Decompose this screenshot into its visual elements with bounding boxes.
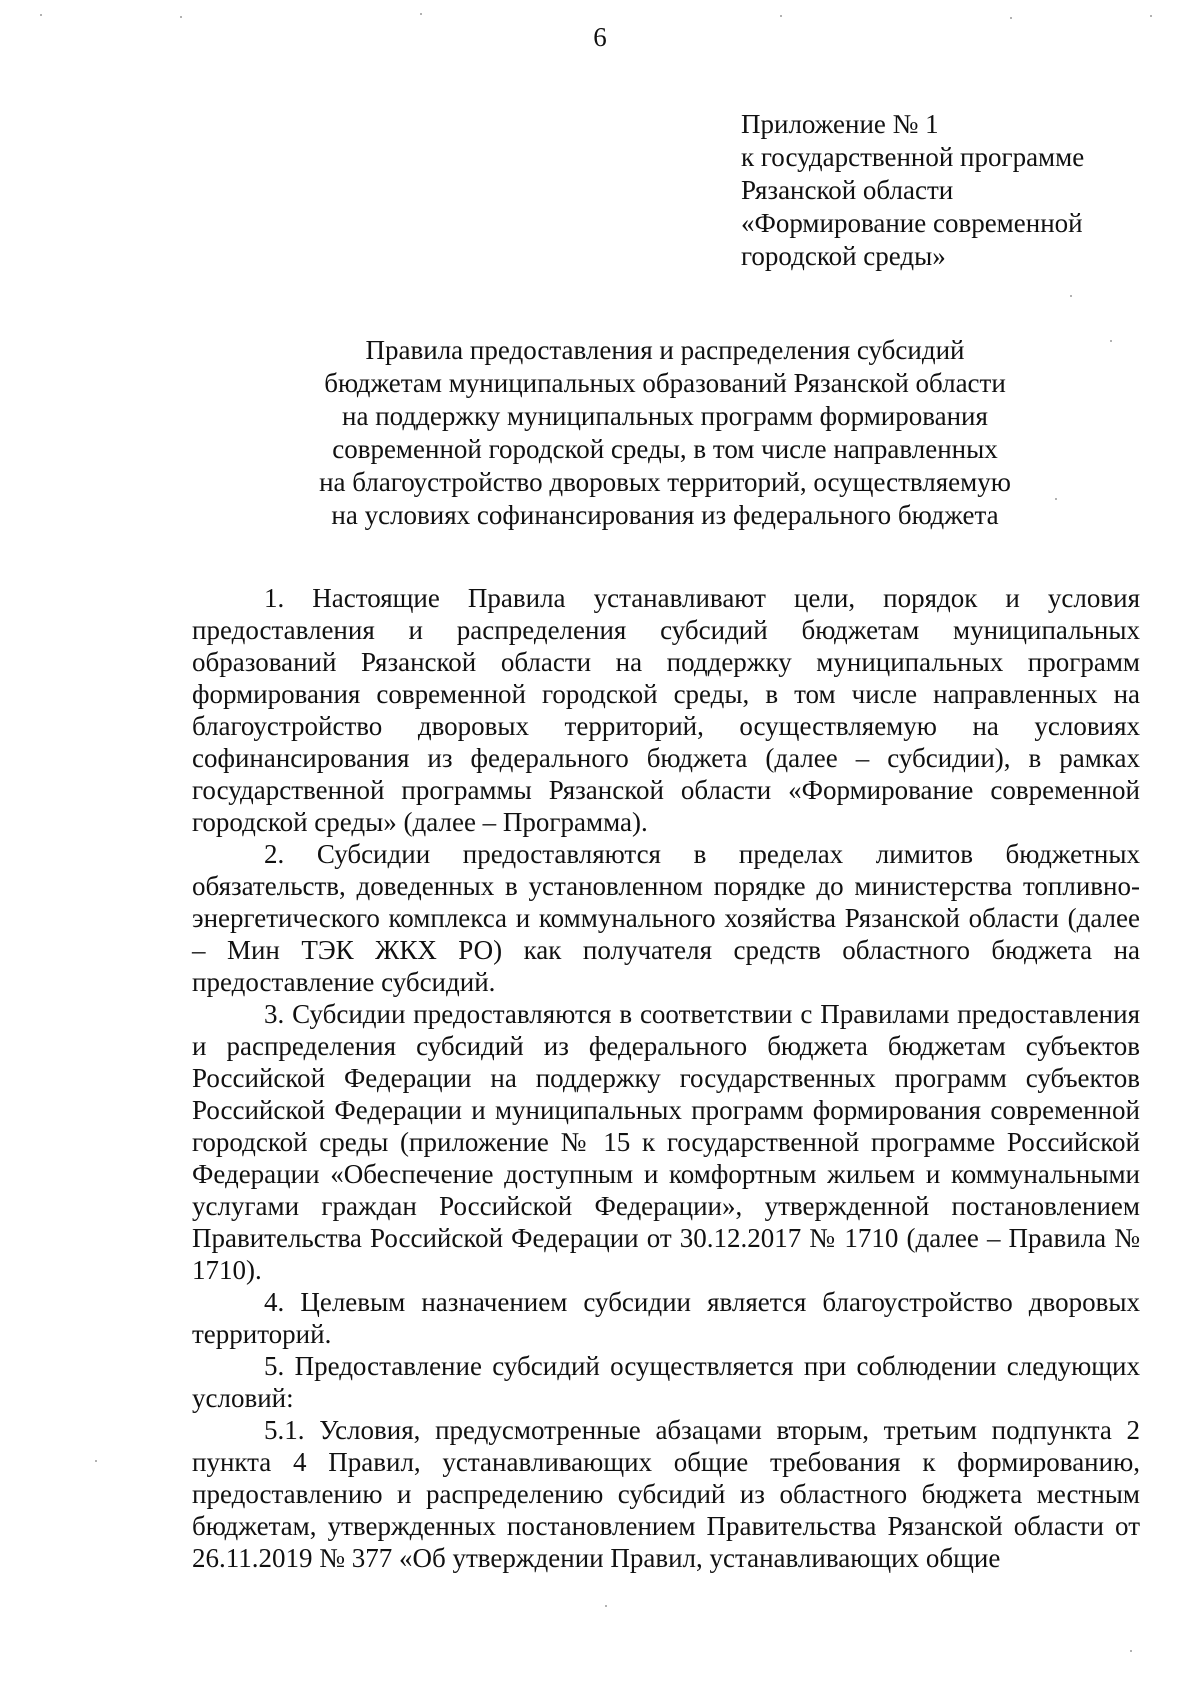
scan-speck <box>180 16 182 18</box>
annex-line: к государственной программе <box>741 142 1085 172</box>
scan-speck <box>1055 498 1057 500</box>
scan-speck <box>420 13 422 15</box>
title-line: на поддержку муниципальных программ формирования <box>342 401 988 431</box>
annex-line: «Формирование современной <box>741 208 1083 238</box>
title-line: на благоустройство дворовых территорий, осуществляемую <box>319 467 1011 497</box>
scan-speck <box>1150 15 1152 17</box>
scan-speck <box>1010 17 1012 19</box>
scan-speck <box>1110 340 1112 342</box>
scan-speck <box>95 1460 97 1462</box>
paragraph-5-1: 5.1. Условия, предусмотренные абзацами вторым, третьим подпункта 2 пункта 4 Правил, устанавливающих общие требования к формированию, предоставлению и распределению субсидий из областного бюджета местным бюджетам, утвержденных постановлением Правительства Рязанской области от 26.11.2019 № 377 «Об утверждении Правил, устанавливающих общие <box>192 1415 1140 1573</box>
title-line: Правила предоставления и распределения субсидий <box>365 335 965 365</box>
paragraph-1: 1. Настоящие Правила устанавливают цели, порядок и условия предоставления и распределения субсидий бюджетам муниципальных образований Рязанской области на поддержку муниципальных программ формирования современной городской среды, в том числе направленных на благоустройство дворовых территорий, осуществляемую на условиях софинансирования из федерального бюджета (далее – субсидии), в рамках государственной программы Рязанской области «Формирование современной городской среды» (далее – Программа). <box>192 583 1140 837</box>
paragraph-4: 4. Целевым назначением субсидии является благоустройство дворовых территорий. <box>192 1287 1140 1349</box>
scan-speck <box>780 15 782 17</box>
title-line: современной городской среды, в том числе направленных <box>332 434 998 464</box>
scan-speck <box>1130 1650 1132 1652</box>
paragraph-5: 5. Предоставление субсидий осуществляется при соблюдении следующих условий: <box>192 1351 1140 1413</box>
document-body <box>192 582 1140 1574</box>
scan-speck <box>605 1605 607 1607</box>
annex-line: Рязанской области <box>741 175 954 205</box>
annex-header <box>741 108 1084 273</box>
title-line: на условиях софинансирования из федерального бюджета <box>331 500 999 530</box>
annex-line: Приложение № 1 <box>741 109 939 139</box>
scan-speck <box>40 14 42 16</box>
paragraph-3: 3. Субсидии предоставляются в соответствии с Правилами предоставления и распределения субсидий из федерального бюджета бюджетам субъектов Российской Федерации на поддержку государственных программ субъектов Российской Федерации и муниципальных программ формирования современной городской среды (приложение № 15 к государственной программе Российской Федерации «Обеспечение доступным и комфортным жильем и коммунальными услугами граждан Российской Федерации», утвержденной постановлением Правительства Российской Федерации от 30.12.2017 № 1710 (далее – Правила № 1710). <box>192 999 1140 1285</box>
annex-line: городской среды» <box>741 241 946 271</box>
paragraph-2: 2. Субсидии предоставляются в пределах лимитов бюджетных обязательств, доведенных в установленном порядке до министерства топливно-энергетического комплекса и коммунального хозяйства Рязанской области (далее – Мин ТЭК ЖКХ РО) как получателя средств областного бюджета на предоставление субсидий. <box>192 839 1140 997</box>
page-number: 6 <box>593 22 607 52</box>
title-line: бюджетам муниципальных образований Рязанской области <box>324 368 1006 398</box>
scan-speck <box>1070 295 1072 297</box>
document-title <box>280 334 1050 532</box>
